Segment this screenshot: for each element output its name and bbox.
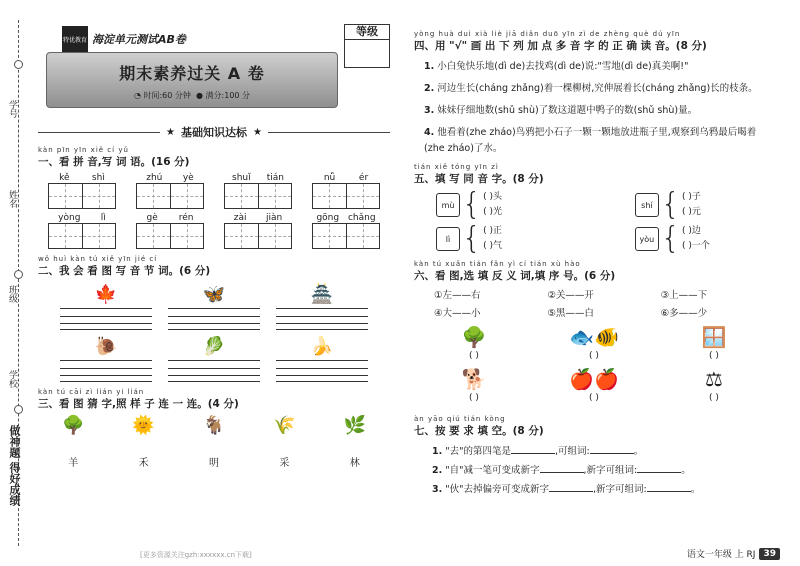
brand-series: 海淀单元测试AB卷 — [92, 33, 186, 46]
trees-icon[interactable]: 🌳 — [61, 415, 85, 436]
q1-title: 一、看 拼 音,写 词 语。(16 分) — [38, 156, 190, 168]
section-title: 基础知识达标 — [181, 126, 247, 139]
great-wall-icon: 🏯 — [310, 284, 334, 305]
question-6 — [414, 260, 774, 409]
watermark: [更多资源关注gzh:xxxxxx.cn下载] — [140, 551, 252, 559]
word-grid[interactable]: gè rén — [136, 213, 204, 249]
match-char[interactable]: 采 — [279, 458, 290, 469]
q2-title: 二、我 会 看 图 写 音 节 词。(6 分) — [38, 265, 211, 277]
blank-input[interactable] — [647, 482, 691, 492]
margin-label-class: 班级 — [7, 285, 17, 303]
pinyin-lines[interactable] — [60, 308, 152, 330]
homophone-block: shí { ( )子 ( )元 — [635, 190, 752, 220]
word-grid[interactable]: zhú yè — [136, 173, 204, 209]
q4-item[interactable]: 4. 他看着(zhe zháo)鸟鸦把小石子一颗一颗地放进瓶子里,观察到乌鸦最后喝着(zhe zháo)了水。 — [424, 127, 757, 154]
q5-pinyin: tián xiě tóng yīn zì — [414, 163, 499, 171]
q7-item: 2. "自"减一笔可变成新字 ,新字可组词: 。 — [432, 465, 691, 476]
blank-input[interactable] — [549, 482, 593, 492]
exam-score: 满分:100 分 — [205, 91, 251, 100]
match-char[interactable]: 禾 — [138, 458, 149, 469]
q4-item[interactable]: 1. 小白兔快乐地(dì de)去找鸡(dì de)说:"雪地(dì de)真美啊!" — [424, 61, 689, 72]
q4-item[interactable]: 3. 妹妹仔细地数(shǔ shù)了数这道题中鸭子的数(shǔ shù)量。 — [424, 105, 698, 116]
q3-pinyin: kàn tú cāi zì lián yi lián — [38, 388, 145, 396]
q1-pinyin: kàn pīn yīn xiě cí yǔ — [38, 146, 129, 154]
footer-label: 语文一年级 上 RJ — [686, 550, 756, 560]
match-char[interactable]: 林 — [349, 458, 360, 469]
q7-item: 1. "去"的第四笔是 ,可组词: 。 — [432, 446, 644, 457]
fish-icon: 🐟🐠 — [569, 325, 619, 349]
antonym-pair: ①左——右 — [434, 290, 481, 301]
homophone-block: mù { ( )头 ( )光 — [436, 190, 553, 220]
cabbage-icon: 🥬 — [202, 336, 226, 357]
antonym-pair: ⑤黑——白 — [547, 308, 594, 319]
word-grid[interactable]: yòng lì — [48, 213, 116, 249]
word-grid[interactable]: nǚ ér — [312, 173, 380, 209]
pinyin-lines[interactable] — [60, 360, 152, 382]
margin-label-school: 学校 — [7, 370, 17, 388]
question-1 — [38, 146, 390, 249]
answer-paren[interactable]: ( ) — [469, 351, 479, 361]
seesaw-icon: ⚖ — [705, 367, 723, 391]
antonym-pair: ②关——开 — [547, 290, 594, 301]
star-icon: ★ — [166, 126, 175, 138]
q6-pinyin: kàn tú xuǎn tián fǎn yì cí tián xù hào — [414, 260, 581, 268]
hole-icon — [14, 405, 23, 414]
exam-header — [38, 22, 390, 112]
hole-icon — [14, 270, 23, 279]
maple-leaf-icon: 🍁 — [94, 284, 118, 305]
word-grid[interactable]: shuǐ tián — [224, 173, 292, 209]
q7-item: 3. "伙"去掉偏旁可变成新字 ,新字可组词: 。 — [432, 484, 701, 495]
sun-moon-icon[interactable]: 🌞 — [132, 415, 155, 436]
pinyin-lines[interactable] — [276, 308, 368, 330]
q2-pinyin: wǒ huì kàn tú xiě yīn jié cí — [38, 255, 158, 263]
q4-pinyin: yòng huà duì xià liè jiā diǎn duō yīn zì de zhèng què dú yīn — [414, 30, 681, 38]
q4-item[interactable]: 2. 河边生长(cháng zhǎng)着一棵柳树,究伸展着长(cháng zhǎng)长的枝条。 — [424, 83, 758, 94]
exam-time: 时间:60 分钟 — [143, 91, 191, 100]
question-2 — [38, 255, 390, 382]
motto: 做神题 得好成绩 — [8, 425, 21, 506]
antonym-pair: ③上——下 — [660, 290, 708, 301]
blank-input[interactable] — [511, 444, 555, 454]
grade-box — [344, 24, 390, 68]
word-grid[interactable]: zài jiàn — [224, 213, 292, 249]
window-icon: 🪟 — [701, 325, 727, 349]
page-footer — [687, 547, 780, 560]
right-column — [414, 30, 774, 495]
antonym-pair: ④大——小 — [434, 308, 481, 319]
clock-icon: ◔ — [133, 91, 141, 100]
butterfly-icon: 🦋 — [202, 284, 226, 305]
word-grid[interactable]: kě shì — [48, 173, 116, 209]
snail-icon: 🐌 — [94, 336, 118, 357]
q7-title: 七、按 要 求 填 空。(8 分) — [414, 425, 544, 437]
apples-icon: 🍎🍎 — [569, 367, 619, 391]
tree-icon: 🌳 — [461, 325, 487, 349]
title-banner — [46, 52, 338, 108]
sheep-icon[interactable]: 🐐 — [202, 415, 226, 436]
margin-label-name: 姓名 — [7, 190, 17, 208]
word-grid[interactable]: gōng chǎng — [312, 213, 380, 249]
exam-meta — [47, 90, 337, 101]
binding-margin — [0, 0, 30, 566]
left-column — [38, 22, 390, 469]
hole-icon — [14, 60, 23, 69]
page-number: 39 — [759, 548, 780, 560]
brand — [62, 26, 186, 52]
answer-paren[interactable]: ( ) — [589, 393, 599, 403]
question-5 — [414, 163, 774, 254]
question-3 — [38, 388, 390, 469]
q5-title: 五、填 写 同 音 字。(8 分) — [414, 173, 544, 185]
answer-paren[interactable]: ( ) — [709, 393, 719, 403]
brand-logo-icon: 特优教育 — [62, 26, 88, 52]
pinyin-lines[interactable] — [168, 360, 260, 382]
homophone-block: yòu { ( )边 ( )一个 — [635, 224, 752, 254]
star-icon: ★ — [253, 126, 262, 138]
grade-label: 等级 — [345, 25, 389, 40]
answer-paren[interactable]: ( ) — [469, 393, 479, 403]
page-title: 期末素养过关 A 卷 — [119, 64, 265, 83]
match-char[interactable]: 羊 — [68, 458, 79, 469]
blank-input[interactable] — [540, 463, 584, 473]
question-7 — [414, 415, 774, 495]
score-icon: ● — [196, 91, 203, 100]
answer-paren[interactable]: ( ) — [709, 351, 719, 361]
blank-input[interactable] — [637, 463, 681, 473]
margin-label-id: 学号 — [7, 100, 17, 118]
match-char[interactable]: 明 — [208, 458, 219, 469]
antonym-pair: ⑥多——少 — [660, 308, 708, 319]
dogs-icon: 🐕 — [461, 367, 487, 391]
pinyin-lines[interactable] — [276, 360, 368, 382]
q3-title: 三、看 图 猜 字,照 样 子 连 一 连。(4 分) — [38, 398, 239, 410]
q7-pinyin: àn yāo qiú tián kòng — [414, 415, 506, 423]
pinyin-lines[interactable] — [168, 308, 260, 330]
picking-hand-icon[interactable]: 🌿 — [343, 415, 366, 436]
homophone-block: lì { ( )正 ( )气 — [436, 224, 553, 254]
grain-icon[interactable]: 🌾 — [273, 415, 296, 436]
banana-icon: 🍌 — [310, 336, 334, 357]
section-band — [38, 124, 390, 140]
answer-paren[interactable]: ( ) — [589, 351, 599, 361]
blank-input[interactable] — [590, 444, 634, 454]
q6-title: 六、看 图,选 填 反 义 词,填 序 号。(6 分) — [414, 270, 616, 282]
q4-title: 四、用 "√" 画 出 下 列 加 点 多 音 字 的 正 确 读 音。(8 分) — [414, 40, 707, 52]
